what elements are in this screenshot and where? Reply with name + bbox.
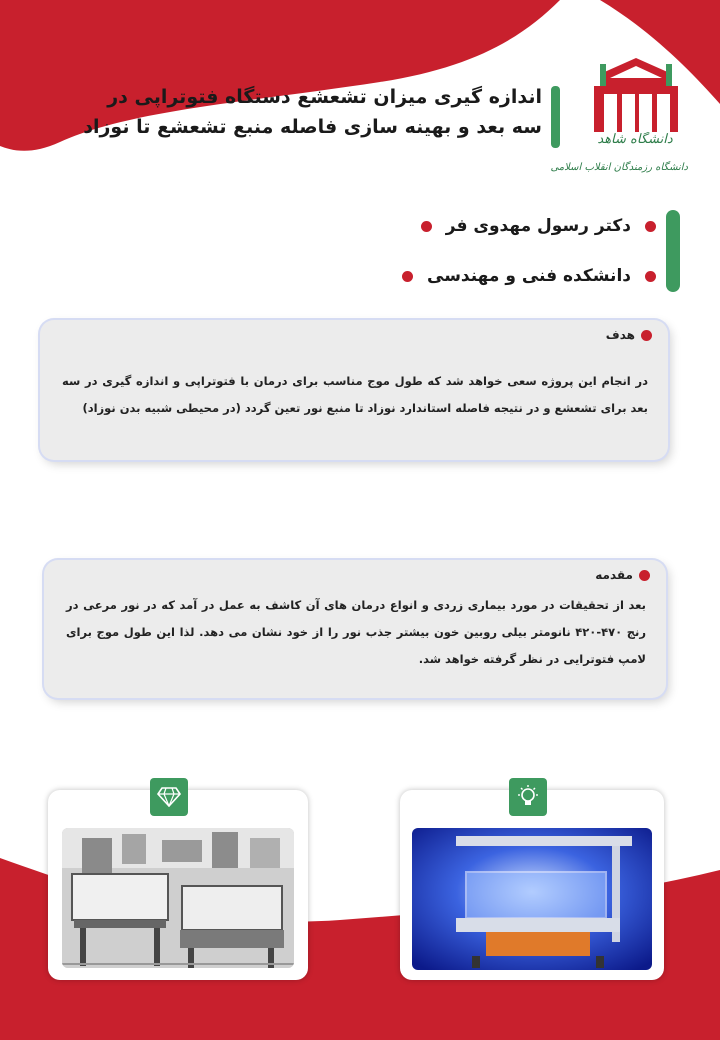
logo-text-line2: دانشگاه رزمندگان انقلاب اسلامی	[550, 162, 688, 173]
author-name-row	[421, 216, 656, 236]
bullet-dot	[421, 221, 432, 232]
title-line-2: سه بعد و بهینه سازی فاصله منبع تشعشع تا نوزاد	[83, 116, 542, 138]
diamond-badge	[150, 778, 188, 816]
intro-heading	[595, 568, 650, 582]
goal-heading	[606, 328, 652, 342]
lightbulb-badge	[509, 778, 547, 816]
intro-text: بعد از تحقیقات در مورد بیماری زردی و انواع درمان های آن کاشف به عمل در آمد که در نور مرعی در رنج ۴۷۰-۴۲۰ نانومتر بیلی روبین خون بیشتر جذب نور را از خود نشان می دهد. لذا این طول موج برای لامپ فتوترایی در نظر گرفته خواهد شد.	[66, 598, 646, 666]
vintage-incubator-card	[48, 790, 308, 980]
diamond-icon	[157, 787, 181, 807]
bullet-dot	[645, 271, 656, 282]
intro-heading-label: مقدمه	[595, 568, 633, 582]
bullet-dot	[402, 271, 413, 282]
goal-card	[40, 320, 668, 460]
vintage-incubator-photo	[62, 828, 294, 968]
goal-text: در انجام این پروژه سعی خواهد شد که طول موج مناسب برای درمان با فتوتراپی و اندازه گیری در سه بعد برای تشعشع و در نتیجه فاصله استاندارد نوزاد تا منبع نور تعین گردد (در محیطی شبیه بدن نوزاد)	[62, 374, 648, 415]
title-accent-bar	[551, 86, 560, 148]
phototherapy-device-card	[400, 790, 664, 980]
faculty-name: دانشکده فنی و مهندسی	[427, 266, 631, 286]
university-emblem-icon	[550, 56, 688, 191]
bullet-dot	[641, 330, 652, 341]
goal-heading-label: هدف	[605, 328, 635, 342]
logo-text-line1: دانشگاه شاهد	[597, 132, 673, 147]
title-line-1: اندازه گیری میزان تشعشع دستگاه فتوتراپی در	[107, 86, 542, 108]
author-name: دکتر رسول مهدوی فر	[445, 216, 631, 236]
author-accent-bar	[666, 210, 680, 292]
page-title	[72, 82, 542, 142]
phototherapy-device-photo	[412, 828, 652, 970]
intro-card	[44, 560, 666, 698]
lightbulb-icon	[516, 784, 540, 810]
bullet-dot	[639, 570, 650, 581]
bullet-dot	[645, 221, 656, 232]
faculty-row	[402, 266, 656, 286]
